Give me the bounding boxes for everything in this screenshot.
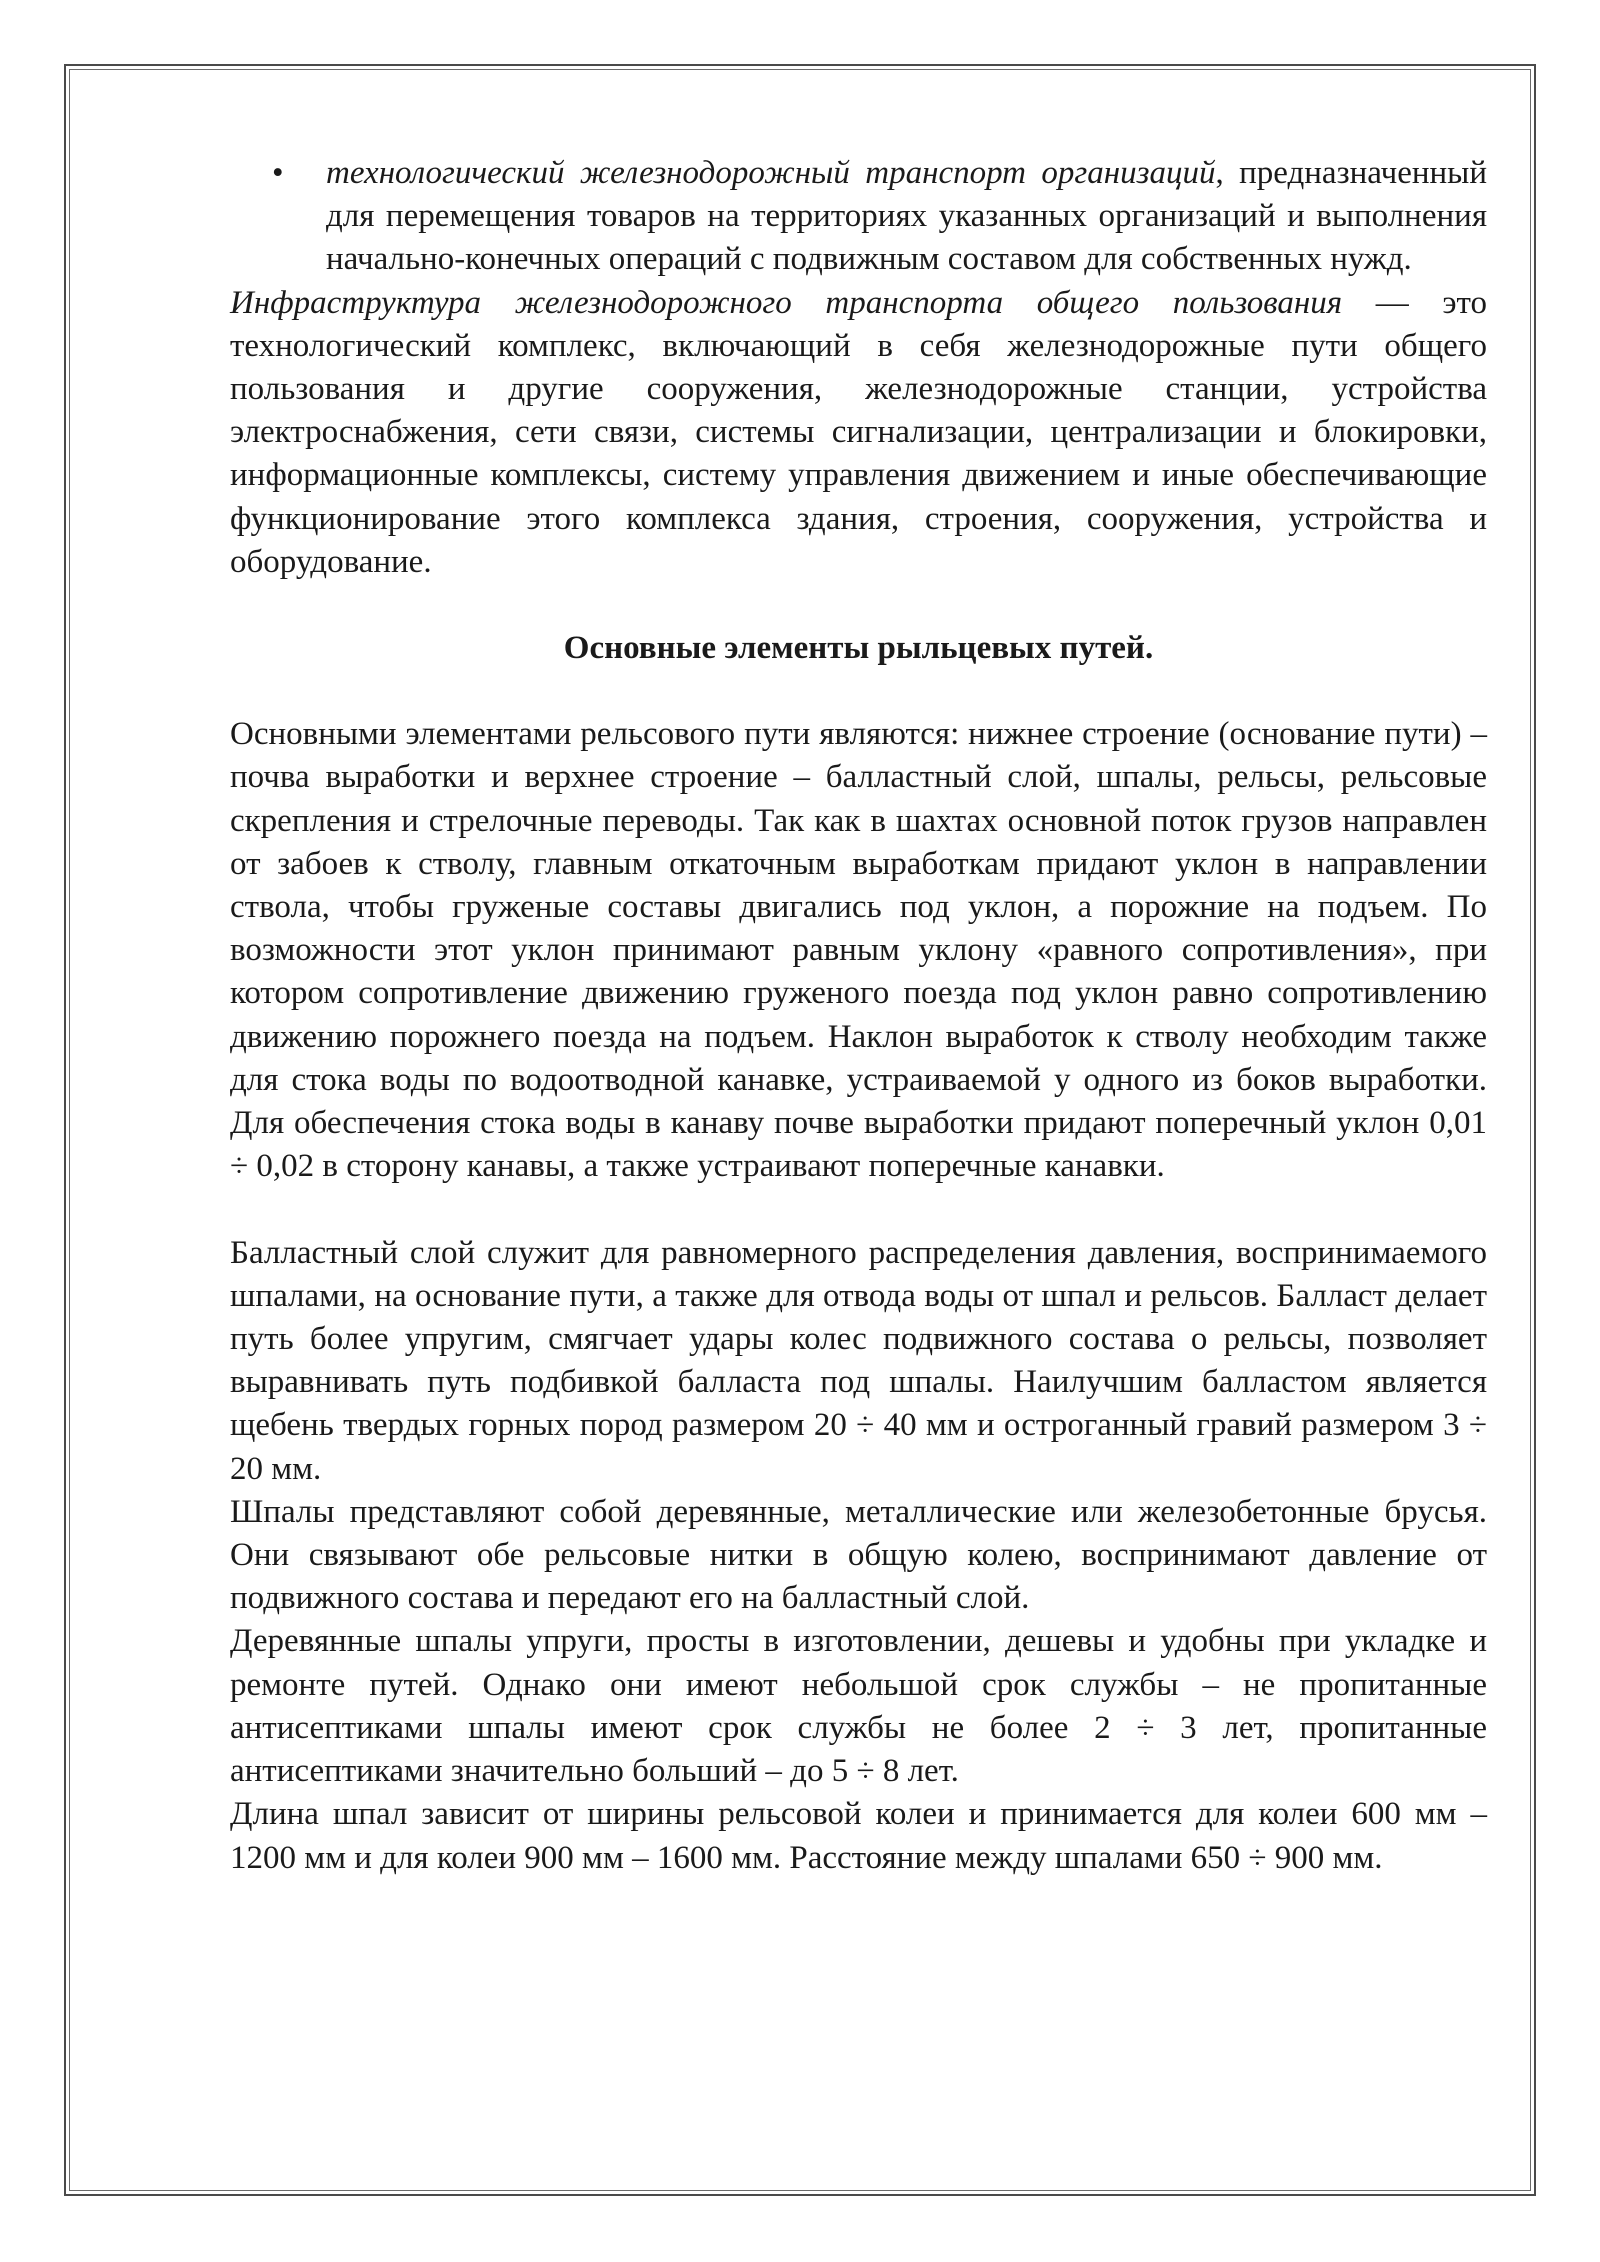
- infrastructure-paragraph: [230, 282, 1487, 584]
- paragraph-main-elements: Основными элементами рельсового пути являются: нижнее строение (основание пути) – почва выработки и верхнее строение – балластный слой, шпалы, рельсы, рельсовые скрепления и стрелочные переводы. Так как в шахтах основной поток грузов направлен от забоев к стволу, главным откаточным выработкам придают уклон в направлении ствола, чтобы груженые составы двигались под уклон, а порожние на подъем. По возможности этот уклон принимают равным уклону «равного сопротивления», при котором сопротивление движению груженого поезда под уклон равно сопротивлению движению порожнего поезда на подъем. Наклон выработок к стволу необходим также для стока воды по водоотводной канавке, устраиваемой у одного из боков выработки. Для обеспечения стока воды в канаву почве выработки придают поперечный уклон 0,01 ÷ 0,02 в сторону канавы, а также устраивают поперечные канавки.: [230, 716, 1487, 1185]
- bullet-italic-term: технологический железнодорожный транспорт организаций: [326, 155, 1216, 191]
- paragraph-sleeper-length: Длина шпал зависит от ширины рельсовой колеи и принимается для колеи 600 мм – 1200 мм и для колеи 900 мм – 1600 мм. Расстояние между шпалами 650 ÷ 900 мм.: [230, 1796, 1487, 1876]
- bullet-icon: •: [272, 155, 284, 191]
- infrastructure-definition: — это технологический комплекс, включающий в себя железнодорожные пути общего пользования и другие сооружения, железнодорожные станции, устройства электроснабжения, сети связи, системы сигнализации, централизации и блокировки, информационные комплексы, систему управления движением и иные обеспечивающие функционирование этого комплекса здания, строения, сооружения, устройства и оборудование.: [230, 284, 1487, 580]
- infrastructure-term: Инфраструктура железнодорожного транспорта общего пользования: [230, 284, 1343, 321]
- list-item: [230, 152, 1487, 282]
- section-heading: Основные элементы рыльцевых путей.: [563, 630, 1154, 667]
- paragraph-wooden-sleepers: Деревянные шпалы упруги, просты в изготовлении, дешевы и удобны при укладке и ремонте путей. Однако они имеют небольшой срок службы – не пропитанные антисептиками шпалы имеют срок службы не более 2 ÷ 3 лет, пропитанные антисептиками значительно больший – до 5 ÷ 8 лет.: [230, 1623, 1487, 1790]
- paragraph-ballast: Балластный слой служит для равномерного распределения давления, воспринимаемого шпалами, на основание пути, а также для отвода воды от шпал и рельсов. Балласт делает путь более упругим, смягчает удары колес подвижного состава о рельсы, позволяет выравнивать путь подбивкой балласта под шпалы. Наилучшим балластом является щебень твердых горных пород размером 20 ÷ 40 мм и остроганный гравий размером 3 ÷ 20 мм.: [230, 1234, 1487, 1487]
- paragraph-spacer: [230, 1188, 1487, 1231]
- bullet-text: , предназначенный для перемещения товаров на территориях указанных организаций и выполнения начально-конечных операций с подвижным составом для собственных нужд.: [326, 155, 1487, 278]
- document-body: [230, 152, 1487, 1880]
- paragraph-sleepers: Шпалы представляют собой деревянные, металлические или железобетонные брусья. Они связывают обе рельсовые нитки в общую колею, воспринимают давление от подвижного состава и передают его на балластный слой.: [230, 1493, 1487, 1617]
